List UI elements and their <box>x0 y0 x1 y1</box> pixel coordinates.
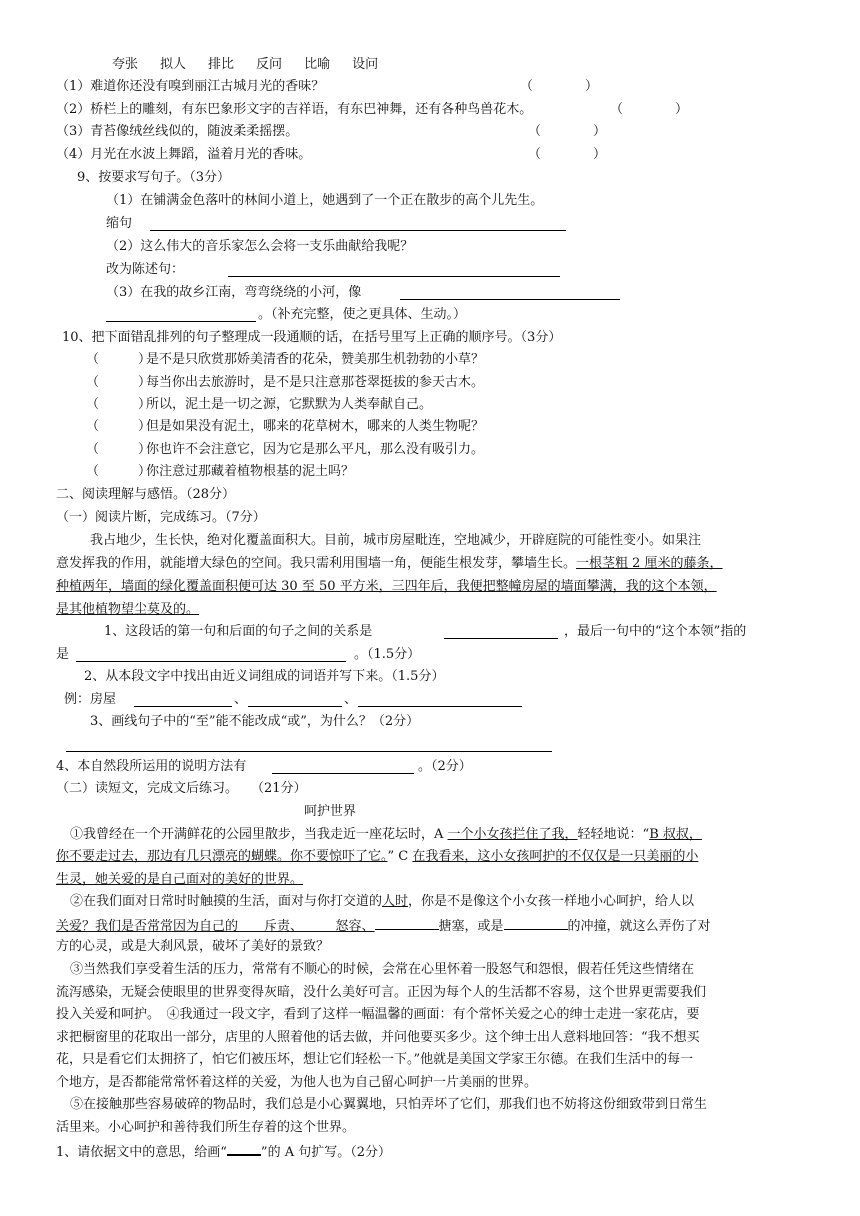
essay-line: 流泻感染，无疑会使眼里的世界变得灰暗，没什么美好可言。正因为每个人的生活都不容易，这个世界更需要我们 <box>56 985 707 1000</box>
answer-line[interactable] <box>358 693 522 707</box>
q10-item: 你也许不会注意它，因为它是那么平凡，那么没有吸引力。 <box>146 442 485 457</box>
q2-text: 2、从本段文字中找出由近义词组成的词语并写下来。（1.5分） <box>84 669 445 684</box>
q9-title: 9、按要求写句子。（3分） <box>77 170 231 185</box>
essay-line: 关爱？我们是否常常因为自己的 斥责、 怒容、 搪塞，或是 的冲撞，就这么弄伤了对 <box>56 916 711 936</box>
q1-text-c: 是 <box>56 647 70 662</box>
answer-paren[interactable]: （ ） <box>528 147 607 162</box>
essay-line: 个地方，是否都能常常怀着这样的关爱，为他人也为自己留心呵护一片美丽的世界。 <box>56 1075 538 1090</box>
answer-line[interactable] <box>375 916 439 930</box>
essay-line: ②在我们面对日常时时触摸的生活，面对与你打交道的人时，你是不是像这个小女孩一样地小心呵护，给人以 <box>70 894 695 909</box>
order-paren[interactable]: （ ） <box>86 442 152 457</box>
answer-line[interactable] <box>248 693 342 707</box>
passage-line: 我占地少，生长快，绝对化覆盖面积大。目前，城市房屋毗连，空地减少，开辟庭院的可能性变小。如果注 <box>90 533 702 548</box>
passage-line: 意发挥我的作用，就能增大绿色的空间。我只需利用围墙一角，便能生根发芽，攀墙生长。一根茎粗 2 厘米的藤条， <box>56 556 723 571</box>
option-item: 排比 <box>208 57 235 72</box>
option-item: 比喻 <box>304 57 331 72</box>
order-paren[interactable]: （ ） <box>86 464 152 479</box>
answer-line[interactable] <box>134 693 232 707</box>
essay-line: ①我曾经在一个开满鲜花的公园里散步，当我走近一座花坛时，A 一个小女孩拦住了我，轻轻地说：“B 叔叔， <box>70 827 702 842</box>
essay-line: 方的心灵，或是大刹风景，破坏了美好的景致？ <box>56 939 330 954</box>
answer-paren[interactable]: （ ） <box>610 102 689 117</box>
final-question: 1、请依据文中的意思，给画“ ”的 A 句扩写。（2分） <box>56 1141 391 1162</box>
q3-text: 3、画线句子中的“至”能不能改成“或”，为什么？（2分） <box>90 714 420 729</box>
q8-sentence-4: （4）月光在水波上舞蹈，溢着月光的香味。 <box>56 147 312 162</box>
option-item: 反问 <box>256 57 283 72</box>
essay-line: 生灵，她关爱的是自己面对的美好的世界。 <box>56 872 304 887</box>
answer-line[interactable] <box>272 760 414 774</box>
answer-line[interactable] <box>228 263 560 277</box>
answer-line <box>227 1141 261 1156</box>
q1-text-b: ，最后一句中的“这个本领”指的 <box>564 624 747 639</box>
q9-label-2: 改为陈述句： <box>106 262 185 277</box>
order-paren[interactable]: （ ） <box>86 419 152 434</box>
essay-line: ③当然我们享受着生活的压力，常常有不顺心的时候，会常在心里怀着一股怒气和怨恨，假若任凭这些情绪在 <box>70 962 695 977</box>
order-paren[interactable]: （ ） <box>86 375 152 390</box>
q8-sentence-3: （3）青苔像绒丝线似的，随波柔柔摇摆。 <box>56 124 299 139</box>
option-item: 夸张 <box>112 57 139 72</box>
q9-label-1: 缩句 <box>106 216 133 231</box>
essay-line: 花，只是看它们太拥挤了，怕它们被压坏，想让它们轻松一下。”他就是美国文学家王尔德。在我们生活中的每一 <box>56 1052 694 1067</box>
q10-item: 但是如果没有泥土，哪来的花草树木，哪来的人类生物呢？ <box>146 419 485 434</box>
answer-line[interactable] <box>66 738 552 752</box>
order-paren[interactable]: （ ） <box>86 352 152 367</box>
q9-sentence-2: （2）这么伟大的音乐家怎么会将一支乐曲献给我呢？ <box>106 239 414 254</box>
essay-line: 求把橱窗里的花取出一部分，店里的人照着他的话去做，并问他要买多少。这个绅士出人意料地回答：“我不想买 <box>56 1030 700 1045</box>
q10-item: 是不是只欣赏那娇美清香的花朵，赞美那生机勃勃的小草？ <box>146 352 485 367</box>
q10-title: 10、把下面错乱排列的句子整理成一段通顺的话，在括号里写上正确的顺序号。（3分） <box>62 330 562 345</box>
essay-line: 投入关爱和呵护。 ④我通过一段文字，看到了这样一幅温馨的画面：有个常怀关爱之心的绅士走进一家花店，要 <box>56 1007 700 1022</box>
underlined-sentence: 种植两年，墙面的绿化覆盖面积便可达 30 至 50 平方米，三四年后，我便把整幢房屋的墙面攀满，我的这个本领， <box>56 579 717 594</box>
separator: 、 <box>344 692 358 707</box>
option-item: 拟人 <box>160 57 187 72</box>
q8-sentence-1: （1）难道你还没有嗅到丽江古城月光的香味？ <box>56 79 325 94</box>
answer-line[interactable] <box>150 217 566 231</box>
essay-line: 活里来。小心呵护和善待我们所生存着的这个世界。 <box>56 1120 356 1135</box>
answer-line[interactable] <box>106 308 256 322</box>
q4-text-b: 。（2分） <box>418 759 472 774</box>
q4-text: 4、本自然段所运用的说明方法有 <box>56 759 247 774</box>
q8-sentence-2: （2）桥栏上的雕刻，有东巴象形文字的吉祥语，有东巴神舞，还有各种鸟兽花木。 <box>56 102 533 117</box>
essay-line: ⑤在接触那些容易破碎的物品时，我们总是小心翼翼地，只怕弄坏了它们，那我们也不妨将这份细致带到日常生 <box>70 1097 708 1112</box>
q10-item: 你注意过那藏着植物根基的泥土吗？ <box>146 464 355 479</box>
section2-title: （二）读短文，完成文后练习。 （21分） <box>56 781 307 796</box>
q10-item: 每当你出去旅游时，是不是只注意那苍翠挺拔的参天古木。 <box>146 375 485 390</box>
underlined-sentence: 是其他植物望尘莫及的。 <box>56 602 200 617</box>
q1-text-d: 。（1.5分） <box>354 647 421 662</box>
underlined-sentence: 一根茎粗 2 厘米的藤条， <box>576 556 723 571</box>
separator: 、 <box>234 692 248 707</box>
part2-title: 二、阅读理解与感悟。（28分） <box>56 487 236 502</box>
q10-item: 所以，泥土是一切之源，它默默为人类奉献自己。 <box>146 397 433 412</box>
answer-line[interactable] <box>76 648 346 662</box>
order-paren[interactable]: （ ） <box>86 397 152 412</box>
q9-sentence-3: （3）在我的故乡江南，弯弯绕绕的小河，像 <box>106 285 362 300</box>
option-item: 设问 <box>352 57 379 72</box>
q9-sentence-3-tail: 。（补充完整，使之更具体、生动。） <box>258 307 467 322</box>
q9-sentence-1: （1）在铺满金色落叶的林间小道上，她遇到了一个正在散步的高个儿先生。 <box>106 193 544 208</box>
essay-line: 你不要走过去，那边有几只漂亮的蝴蝶。你不要惊吓了它。” C 在我看来，这小女孩呵护的不仅仅是一只美丽的小 <box>56 849 699 864</box>
q1-text: 1、这段话的第一句和后面的句子之间的关系是 <box>104 624 373 639</box>
essay-title: 呵护世界 <box>304 804 357 819</box>
answer-paren[interactable]: （ ） <box>528 124 607 139</box>
answer-line[interactable] <box>444 625 558 639</box>
answer-line[interactable] <box>400 286 620 300</box>
answer-paren[interactable]: （ ） <box>520 79 599 94</box>
answer-line[interactable] <box>504 916 568 930</box>
q2-example: 例：房屋 <box>64 692 117 707</box>
section1-title: （一）阅读片断，完成练习。（7分） <box>56 510 266 525</box>
rhetoric-options <box>112 56 400 74</box>
